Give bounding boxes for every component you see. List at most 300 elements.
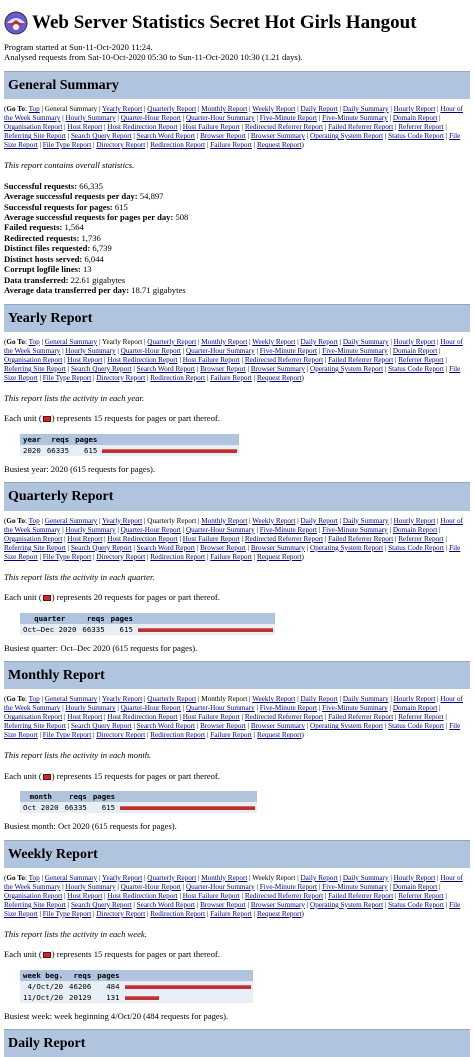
- goto-link-monthly-report[interactable]: Monthly Report: [201, 516, 248, 525]
- goto-link-operating-system-report[interactable]: Operating System Report: [310, 722, 384, 731]
- goto-link-daily-summary[interactable]: Daily Summary: [342, 516, 389, 525]
- column-header-pages: pages: [72, 434, 100, 445]
- goto-current: Weekly Report: [252, 873, 296, 882]
- goto-link-host-redirection-report[interactable]: Host Redirection Report: [107, 891, 178, 900]
- stat-value: 6,739: [90, 243, 112, 254]
- unit-note: Each unit ( ) represents 15 requests for pages or part thereof.: [4, 949, 220, 960]
- goto-link-quarter-hour-report[interactable]: Quarter-Hour Report: [120, 346, 181, 355]
- section-description: This report lists the activity in each year.: [4, 392, 145, 403]
- table-header-row: [20, 613, 275, 624]
- goto-link-host-redirection-report[interactable]: Host Redirection Report: [107, 713, 178, 722]
- goto-link-quarter-hour-report[interactable]: Quarter-Hour Report: [120, 704, 181, 713]
- goto-link-quarter-hour-summary[interactable]: Quarter-Hour Summary: [185, 882, 255, 891]
- goto-link-redirected-referrer-report[interactable]: Redirected Referrer Report: [244, 534, 324, 543]
- goto-link-redirected-referrer-report[interactable]: Redirected Referrer Report: [244, 891, 324, 900]
- goto-link-file-size-report[interactable]: File Size Report: [4, 543, 461, 561]
- goto-link-daily-report[interactable]: Daily Report: [300, 516, 338, 525]
- monthly-table: [20, 791, 257, 813]
- goto-link-five-minute-summary[interactable]: Five-Minute Summary: [322, 346, 388, 355]
- goto-link-general-summary[interactable]: General Summary: [44, 695, 98, 704]
- column-header-bar: [123, 970, 253, 981]
- goto-link-quarterly-report[interactable]: Quarterly Report: [147, 337, 197, 346]
- unit-bar-icon: [43, 774, 51, 780]
- goto-link-search-word-report[interactable]: Search Word Report: [136, 722, 196, 731]
- goto-link-browser-report[interactable]: Browser Report: [200, 364, 246, 373]
- stat-value: 66,335: [77, 180, 103, 191]
- table-cell: 615: [108, 624, 136, 635]
- stat-label: Successful requests:: [4, 180, 78, 191]
- goto-link-host-failure-report[interactable]: Host Failure Report: [182, 123, 240, 132]
- goto-link-five-minute-summary[interactable]: Five-Minute Summary: [322, 704, 388, 713]
- goto-link-directory-report[interactable]: Directory Report: [96, 373, 146, 382]
- goto-link-redirected-referrer-report[interactable]: Redirected Referrer Report: [244, 355, 324, 364]
- section-description: This report lists the activity in each month.: [4, 750, 152, 761]
- goto-link-hourly-report[interactable]: Hourly Report: [393, 695, 436, 704]
- goto-link-monthly-report[interactable]: Monthly Report: [201, 105, 248, 114]
- goto-link-top[interactable]: Top: [28, 873, 40, 882]
- stat-value: 13: [80, 264, 92, 275]
- goto-label: Go To: [6, 105, 25, 114]
- table-cell: 2020: [20, 445, 44, 456]
- goto-link-host-redirection-report[interactable]: Host Redirection Report: [107, 123, 178, 132]
- goto-link-file-type-report[interactable]: File Type Report: [42, 731, 92, 740]
- goto-link-daily-report[interactable]: Daily Report: [300, 695, 338, 704]
- goto-link-referrer-report[interactable]: Referrer Report: [398, 891, 444, 900]
- goto-link-daily-report[interactable]: Daily Report: [300, 337, 338, 346]
- analysed-range-text: Analysed requests from Sat-10-Oct-2020 05:30 to Sun-11-Oct-2020 10:30 (1.21 days).: [4, 52, 303, 63]
- stat-label: Data transferred:: [4, 274, 69, 285]
- goto-link-organisation-report[interactable]: Organisation Report: [4, 534, 63, 543]
- stat-value: 54,897: [137, 191, 164, 202]
- goto-link-status-code-report[interactable]: Status Code Report: [388, 543, 445, 552]
- section-general-summary: General Summary: [4, 71, 470, 99]
- goto-link-host-redirection-report[interactable]: Host Redirection Report: [107, 355, 178, 364]
- goto-link-general-summary[interactable]: General Summary: [44, 873, 98, 882]
- goto-link-redirection-report[interactable]: Redirection Report: [150, 909, 206, 918]
- goto-label: Go To: [6, 695, 25, 704]
- goto-link-status-code-report[interactable]: Status Code Report: [388, 722, 445, 731]
- goto-link-failure-report[interactable]: Failure Report: [210, 373, 252, 382]
- bar-fill: [102, 449, 237, 453]
- goto-link-quarter-hour-summary[interactable]: Quarter-Hour Summary: [185, 114, 255, 123]
- goto-link-hourly-summary[interactable]: Hourly Summary: [65, 525, 116, 534]
- intro: [4, 42, 470, 63]
- bar-fill: [125, 996, 159, 1000]
- goto-link-quarter-hour-report[interactable]: Quarter-Hour Report: [120, 525, 181, 534]
- goto-link-hourly-report[interactable]: Hourly Report: [393, 873, 436, 882]
- goto-link-domain-report[interactable]: Domain Report: [392, 525, 438, 534]
- goto-link-file-type-report[interactable]: File Type Report: [42, 552, 92, 561]
- column-header-bar: [100, 434, 239, 445]
- goto-link-weekly-report[interactable]: Weekly Report: [252, 516, 296, 525]
- stat-value: 508: [173, 211, 189, 222]
- goto-link-host-report[interactable]: Host Report: [67, 123, 103, 132]
- page-header: [4, 4, 470, 42]
- stat-line: [4, 222, 470, 232]
- analog-logo-icon: [4, 11, 28, 35]
- goto-link-yearly-report[interactable]: Yearly Report: [102, 873, 143, 882]
- goto-link-organisation-report[interactable]: Organisation Report: [4, 713, 63, 722]
- goto-link-failed-referrer-report[interactable]: Failed Referrer Report: [328, 891, 394, 900]
- column-header-year: year: [20, 434, 44, 445]
- goto-link-redirection-report[interactable]: Redirection Report: [150, 731, 206, 740]
- goto-link-operating-system-report[interactable]: Operating System Report: [310, 132, 384, 141]
- section-description: This report lists the activity in each week.: [4, 928, 147, 939]
- goto-link-search-word-report[interactable]: Search Word Report: [136, 543, 196, 552]
- goto-link-top[interactable]: Top: [28, 516, 40, 525]
- stat-line: [4, 275, 470, 285]
- goto-link-failed-referrer-report[interactable]: Failed Referrer Report: [328, 355, 394, 364]
- table-cell: 66335: [44, 445, 72, 456]
- column-header-weekbeg: week beg.: [20, 970, 66, 981]
- goto-link-five-minute-summary[interactable]: Five-Minute Summary: [322, 525, 388, 534]
- goto-link-directory-report[interactable]: Directory Report: [96, 731, 146, 740]
- busiest-summary: Busiest week: week beginning 4/Oct/20 (484 requests for pages).: [4, 1010, 229, 1021]
- goto-link-five-minute-report[interactable]: Five-Minute Report: [259, 704, 318, 713]
- goto-link-daily-report[interactable]: Daily Report: [300, 105, 338, 114]
- goto-link-quarterly-report[interactable]: Quarterly Report: [147, 105, 197, 114]
- goto-link-weekly-report[interactable]: Weekly Report: [252, 337, 296, 346]
- goto-link-file-type-report[interactable]: File Type Report: [42, 373, 92, 382]
- busiest-summary: Busiest month: Oct 2020 (615 requests for pages).: [4, 821, 177, 832]
- goto-link-quarter-hour-summary[interactable]: Quarter-Hour Summary: [185, 525, 255, 534]
- goto-current: Monthly Report: [201, 695, 248, 704]
- stat-label: Average successful requests per day:: [4, 191, 138, 202]
- goto-link-referring-site-report[interactable]: Referring Site Report: [4, 132, 66, 141]
- goto-link-daily-summary[interactable]: Daily Summary: [342, 695, 389, 704]
- goto-link-file-type-report[interactable]: File Type Report: [42, 141, 92, 150]
- goto-link-hour-of-the-week-summary[interactable]: Hour of the Week Summary: [4, 516, 463, 534]
- goto-link-referring-site-report[interactable]: Referring Site Report: [4, 364, 66, 373]
- goto-link-search-query-report[interactable]: Search Query Report: [70, 900, 132, 909]
- page-title: Web Server Statistics Secret Hot Girls Hangout: [32, 12, 417, 34]
- goto-link-quarterly-report[interactable]: Quarterly Report: [147, 873, 197, 882]
- stat-label: Successful requests for pages:: [4, 201, 113, 212]
- stat-value: 18.71 gigabytes: [129, 285, 186, 296]
- goto-link-browser-report[interactable]: Browser Report: [200, 722, 246, 731]
- bar-fill: [138, 628, 273, 632]
- goto-link-browser-summary[interactable]: Browser Summary: [250, 364, 305, 373]
- column-header-reqs: reqs: [44, 434, 72, 445]
- goto-link-search-query-report[interactable]: Search Query Report: [70, 364, 132, 373]
- goto-link-browser-summary[interactable]: Browser Summary: [250, 132, 305, 141]
- goto-link-quarter-hour-report[interactable]: Quarter-Hour Report: [120, 882, 181, 891]
- goto-link-daily-summary[interactable]: Daily Summary: [342, 873, 389, 882]
- goto-link-referring-site-report[interactable]: Referring Site Report: [4, 722, 66, 731]
- goto-link-hourly-summary[interactable]: Hourly Summary: [65, 704, 116, 713]
- bar-cell: [118, 802, 257, 813]
- goto-label: Go To: [6, 337, 25, 346]
- goto-link-hourly-summary[interactable]: Hourly Summary: [65, 882, 116, 891]
- stat-value: 1,564: [62, 222, 84, 233]
- table-header-row: [20, 434, 239, 445]
- goto-link-top[interactable]: Top: [28, 105, 40, 114]
- bar-cell: [123, 981, 253, 992]
- goto-link-host-report[interactable]: Host Report: [67, 355, 103, 364]
- goto-link-daily-summary[interactable]: Daily Summary: [342, 337, 389, 346]
- goto-link-failure-report[interactable]: Failure Report: [210, 552, 252, 561]
- section-yearly-report: Yearly Report: [4, 304, 470, 332]
- goto-link-redirection-report[interactable]: Redirection Report: [150, 552, 206, 561]
- table-cell: 11/Oct/20: [20, 992, 66, 1003]
- yearly-table: [20, 434, 239, 456]
- goto-link-five-minute-report[interactable]: Five-Minute Report: [259, 346, 318, 355]
- goto-link-referrer-report[interactable]: Referrer Report: [398, 713, 444, 722]
- goto-link-search-query-report[interactable]: Search Query Report: [70, 132, 132, 141]
- goto-link-operating-system-report[interactable]: Operating System Report: [310, 364, 384, 373]
- goto-link-referring-site-report[interactable]: Referring Site Report: [4, 900, 66, 909]
- goto-link-search-query-report[interactable]: Search Query Report: [70, 543, 132, 552]
- busiest-summary: Busiest year: 2020 (615 requests for pages).: [4, 463, 156, 474]
- goto-link-file-size-report[interactable]: File Size Report: [4, 364, 461, 382]
- goto-link-weekly-report[interactable]: Weekly Report: [252, 105, 296, 114]
- stat-value: 22.61 gigabytes: [68, 274, 126, 285]
- column-header-bar: [118, 791, 257, 802]
- goto-link-request-report[interactable]: Request Report: [256, 731, 302, 740]
- goto-link-host-report[interactable]: Host Report: [67, 891, 103, 900]
- bar-cell: [100, 445, 239, 456]
- goto-link-host-failure-report[interactable]: Host Failure Report: [182, 891, 240, 900]
- goto-link-hour-of-the-week-summary[interactable]: Hour of the Week Summary: [4, 695, 463, 713]
- goto-link-failed-referrer-report[interactable]: Failed Referrer Report: [328, 713, 394, 722]
- section-description: This report lists the activity in each quarter.: [4, 571, 155, 582]
- goto-link-weekly-report[interactable]: Weekly Report: [252, 695, 296, 704]
- goto-link-general-summary[interactable]: General Summary: [44, 516, 98, 525]
- unit-note: Each unit ( ) represents 15 requests for pages or part thereof.: [4, 413, 220, 424]
- goto-link-daily-summary[interactable]: Daily Summary: [342, 105, 389, 114]
- goto-link-failure-report[interactable]: Failure Report: [210, 909, 252, 918]
- stat-line: [4, 285, 470, 295]
- goto-link-top[interactable]: Top: [28, 337, 40, 346]
- goto-link-request-report[interactable]: Request Report: [256, 141, 302, 150]
- stat-line: [4, 181, 470, 191]
- stat-line: [4, 202, 470, 212]
- goto-link-status-code-report[interactable]: Status Code Report: [388, 364, 445, 373]
- goto-link-failure-report[interactable]: Failure Report: [210, 141, 252, 150]
- goto-link-domain-report[interactable]: Domain Report: [392, 882, 438, 891]
- goto-link-host-redirection-report[interactable]: Host Redirection Report: [107, 534, 178, 543]
- section-quarterly-report: Quarterly Report: [4, 482, 470, 510]
- goto-link-hour-of-the-week-summary[interactable]: Hour of the Week Summary: [4, 105, 463, 123]
- table-cell: Oct 2020: [20, 802, 62, 813]
- goto-link-failure-report[interactable]: Failure Report: [210, 731, 252, 740]
- stat-line: [4, 233, 470, 243]
- table-cell: 20129: [66, 992, 94, 1003]
- stat-label: Corrupt logfile lines:: [4, 264, 81, 275]
- goto-link-five-minute-summary[interactable]: Five-Minute Summary: [322, 882, 388, 891]
- goto-link-redirected-referrer-report[interactable]: Redirected Referrer Report: [244, 713, 324, 722]
- goto-link-domain-report[interactable]: Domain Report: [392, 346, 438, 355]
- table-row: [20, 445, 239, 456]
- goto-link-request-report[interactable]: Request Report: [256, 552, 302, 561]
- section-monthly-report: Monthly Report: [4, 661, 470, 689]
- unit-bar-icon: [43, 595, 51, 601]
- table-cell: Oct–Dec 2020: [20, 624, 79, 635]
- goto-link-organisation-report[interactable]: Organisation Report: [4, 891, 63, 900]
- unit-bar-icon: [43, 952, 51, 958]
- table-cell: 484: [94, 981, 122, 992]
- goto-label: Go To: [6, 516, 25, 525]
- goto-link-browser-summary[interactable]: Browser Summary: [250, 543, 305, 552]
- goto-link-referrer-report[interactable]: Referrer Report: [398, 123, 444, 132]
- goto-link-search-word-report[interactable]: Search Word Report: [136, 900, 196, 909]
- goto-link-failed-referrer-report[interactable]: Failed Referrer Report: [328, 534, 394, 543]
- bar-cell: [123, 992, 253, 1003]
- goto-link-directory-report[interactable]: Directory Report: [96, 552, 146, 561]
- goto-nav: (Go To: Top | General Summary | Yearly Report | Quarterly Report | Monthly Report | Weekly Report | Daily Report | Daily Summary | Hourly Report | Hour of the Week Summary | Hourly Summary | Quarter-Hour Report | Quarter-Hour Summary | Five-Minute Report | Five-Minute Summary | Domain Report | Organisation Report | Host Report | Host Redirection Report | Host Failure Report | Redirected Referrer Report | Failed Referrer Report | Referrer Report | Referring Site Report | Search Query Report | Search Word Report | Browser Report | Browser Summary | Operating System Report | Status Code Report | File Size Report | File Type Report | Directory Report | Redirection Report | Failure Report | Request Report): [4, 105, 463, 150]
- bar-cell: [136, 624, 275, 635]
- goto-link-five-minute-report[interactable]: Five-Minute Report: [259, 882, 318, 891]
- column-header-month: month: [20, 791, 62, 802]
- table-cell: 615: [90, 802, 118, 813]
- goto-link-five-minute-report[interactable]: Five-Minute Report: [259, 525, 318, 534]
- goto-link-yearly-report[interactable]: Yearly Report: [102, 695, 143, 704]
- column-header-reqs: reqs: [79, 613, 107, 624]
- goto-link-redirection-report[interactable]: Redirection Report: [150, 141, 206, 150]
- goto-link-monthly-report[interactable]: Monthly Report: [201, 337, 248, 346]
- goto-link-failed-referrer-report[interactable]: Failed Referrer Report: [328, 123, 394, 132]
- table-cell: 4/Oct/20: [20, 981, 66, 992]
- goto-nav: (Go To: Top | General Summary | Yearly Report | Quarterly Report | Monthly Report | Weekly Report | Daily Report | Daily Summary | Hourly Report | Hour of the Week Summary | Hourly Summary | Quarter-Hour Report | Quarter-Hour Summary | Five-Minute Report | Five-Minute Summary | Domain Report | Organisation Report | Host Report | Host Redirection Report | Host Failure Report | Redirected Referrer Report | Failed Referrer Report | Referrer Report | Referring Site Report | Search Query Report | Search Word Report | Browser Report | Browser Summary | Operating System Report | Status Code Report | File Size Report | File Type Report | Directory Report | Redirection Report | Failure Report | Request Report): [4, 873, 463, 918]
- column-header-quarter: quarter: [20, 613, 79, 624]
- goto-link-search-word-report[interactable]: Search Word Report: [136, 364, 196, 373]
- bar-fill: [125, 985, 251, 989]
- quarterly-table: [20, 613, 275, 635]
- goto-link-host-failure-report[interactable]: Host Failure Report: [182, 534, 240, 543]
- goto-link-quarterly-report[interactable]: Quarterly Report: [147, 695, 197, 704]
- goto-link-hour-of-the-week-summary[interactable]: Hour of the Week Summary: [4, 873, 463, 891]
- goto-link-file-size-report[interactable]: File Size Report: [4, 132, 461, 150]
- goto-link-host-report[interactable]: Host Report: [67, 534, 103, 543]
- goto-link-host-report[interactable]: Host Report: [67, 713, 103, 722]
- goto-link-organisation-report[interactable]: Organisation Report: [4, 355, 63, 364]
- goto-link-daily-report[interactable]: Daily Report: [300, 873, 338, 882]
- goto-link-redirection-report[interactable]: Redirection Report: [150, 373, 206, 382]
- goto-link-directory-report[interactable]: Directory Report: [96, 909, 146, 918]
- column-header-bar: [136, 613, 275, 624]
- goto-link-request-report[interactable]: Request Report: [256, 909, 302, 918]
- goto-link-redirected-referrer-report[interactable]: Redirected Referrer Report: [244, 123, 324, 132]
- general-stats: [4, 181, 470, 296]
- goto-link-status-code-report[interactable]: Status Code Report: [388, 132, 445, 141]
- unit-note: Each unit ( ) represents 15 requests for pages or part thereof.: [4, 770, 220, 781]
- stat-line: [4, 243, 470, 253]
- goto-link-file-size-report[interactable]: File Size Report: [4, 900, 461, 918]
- goto-link-operating-system-report[interactable]: Operating System Report: [310, 900, 384, 909]
- table-row: [20, 981, 253, 992]
- stat-value: 6,044: [82, 253, 104, 264]
- goto-link-hourly-report[interactable]: Hourly Report: [393, 105, 436, 114]
- goto-link-browser-summary[interactable]: Browser Summary: [250, 722, 305, 731]
- goto-link-file-size-report[interactable]: File Size Report: [4, 722, 461, 740]
- column-header-reqs: reqs: [66, 970, 94, 981]
- table-row: [20, 624, 275, 635]
- column-header-pages: pages: [90, 791, 118, 802]
- goto-link-referring-site-report[interactable]: Referring Site Report: [4, 543, 66, 552]
- program-started-text: Program started at Sun-11-Oct-2020 11:24.: [4, 42, 153, 52]
- goto-nav: (Go To: Top | General Summary | Yearly Report | Quarterly Report | Monthly Report | Weekly Report | Daily Report | Daily Summary | Hourly Report | Hour of the Week Summary | Hourly Summary | Quarter-Hour Report | Quarter-Hour Summary | Five-Minute Report | Five-Minute Summary | Domain Report | Organisation Report | Host Report | Host Redirection Report | Host Failure Report | Redirected Referrer Report | Failed Referrer Report | Referrer Report | Referring Site Report | Search Query Report | Search Word Report | Browser Report | Browser Summary | Operating System Report | Status Code Report | File Size Report | File Type Report | Directory Report | Redirection Report | Failure Report | Request Report): [4, 695, 463, 740]
- goto-link-host-failure-report[interactable]: Host Failure Report: [182, 355, 240, 364]
- goto-link-yearly-report[interactable]: Yearly Report: [102, 516, 143, 525]
- stat-label: Redirected requests:: [4, 232, 80, 243]
- goto-link-five-minute-report[interactable]: Five-Minute Report: [259, 114, 318, 123]
- busiest-summary: Busiest quarter: Oct–Dec 2020 (615 requests for pages).: [4, 642, 198, 653]
- stat-label: Average data transferred per day:: [4, 285, 130, 296]
- goto-link-domain-report[interactable]: Domain Report: [392, 704, 438, 713]
- goto-link-request-report[interactable]: Request Report: [256, 373, 302, 382]
- stat-line: [4, 254, 470, 264]
- goto-link-hourly-report[interactable]: Hourly Report: [393, 516, 436, 525]
- goto-nav: (Go To: Top | General Summary | Yearly Report | Quarterly Report | Monthly Report | Weekly Report | Daily Report | Daily Summary | Hourly Report | Hour of the Week Summary | Hourly Summary | Quarter-Hour Report | Quarter-Hour Summary | Five-Minute Report | Five-Minute Summary | Domain Report | Organisation Report | Host Report | Host Redirection Report | Host Failure Report | Redirected Referrer Report | Failed Referrer Report | Referrer Report | Referring Site Report | Search Query Report | Search Word Report | Browser Report | Browser Summary | Operating System Report | Status Code Report | File Size Report | File Type Report | Directory Report | Redirection Report | Failure Report | Request Report): [4, 337, 463, 382]
- goto-link-general-summary[interactable]: General Summary: [44, 337, 98, 346]
- goto-link-hourly-report[interactable]: Hourly Report: [393, 337, 436, 346]
- goto-link-top[interactable]: Top: [28, 695, 40, 704]
- goto-label: Go To: [6, 873, 25, 882]
- goto-current: Quarterly Report: [147, 516, 197, 525]
- column-header-pages: pages: [108, 613, 136, 624]
- stat-line: [4, 191, 470, 201]
- goto-link-operating-system-report[interactable]: Operating System Report: [310, 543, 384, 552]
- goto-link-browser-report[interactable]: Browser Report: [200, 900, 246, 909]
- stat-label: Distinct files requested:: [4, 243, 91, 254]
- goto-link-file-type-report[interactable]: File Type Report: [42, 909, 92, 918]
- bar-fill: [120, 806, 255, 810]
- goto-link-directory-report[interactable]: Directory Report: [96, 141, 146, 150]
- goto-link-hourly-summary[interactable]: Hourly Summary: [65, 346, 116, 355]
- unit-bar-icon: [43, 416, 51, 422]
- stat-line: [4, 264, 470, 274]
- section-weekly-report: Weekly Report: [4, 840, 470, 868]
- stat-value: 615: [112, 201, 128, 212]
- table-cell: 66335: [79, 624, 107, 635]
- table-row: [20, 992, 253, 1003]
- table-row: [20, 802, 257, 813]
- table-header-row: [20, 970, 253, 981]
- goto-link-search-word-report[interactable]: Search Word Report: [136, 132, 196, 141]
- goto-link-quarter-hour-report[interactable]: Quarter-Hour Report: [120, 114, 181, 123]
- weekly-table: [20, 970, 253, 1003]
- unit-note: Each unit ( ) represents 20 requests for pages or part thereof.: [4, 592, 220, 603]
- goto-link-yearly-report[interactable]: Yearly Report: [102, 105, 143, 114]
- goto-link-domain-report[interactable]: Domain Report: [392, 114, 438, 123]
- stat-label: Failed requests:: [4, 222, 63, 233]
- goto-link-referrer-report[interactable]: Referrer Report: [398, 355, 444, 364]
- goto-current: Yearly Report: [102, 337, 143, 346]
- goto-link-status-code-report[interactable]: Status Code Report: [388, 900, 445, 909]
- goto-link-quarter-hour-summary[interactable]: Quarter-Hour Summary: [185, 704, 255, 713]
- stat-label: Distinct hosts served:: [4, 253, 83, 264]
- goto-link-referrer-report[interactable]: Referrer Report: [398, 534, 444, 543]
- goto-link-hourly-summary[interactable]: Hourly Summary: [65, 114, 116, 123]
- goto-link-host-failure-report[interactable]: Host Failure Report: [182, 713, 240, 722]
- goto-link-browser-report[interactable]: Browser Report: [200, 132, 246, 141]
- goto-link-quarter-hour-summary[interactable]: Quarter-Hour Summary: [185, 346, 255, 355]
- table-cell: 46206: [66, 981, 94, 992]
- table-cell: 66335: [62, 802, 90, 813]
- goto-link-search-query-report[interactable]: Search Query Report: [70, 722, 132, 731]
- goto-link-browser-report[interactable]: Browser Report: [200, 543, 246, 552]
- section-description: This report contains overall statistics.: [4, 160, 135, 171]
- goto-link-browser-summary[interactable]: Browser Summary: [250, 900, 305, 909]
- goto-link-five-minute-summary[interactable]: Five-Minute Summary: [322, 114, 388, 123]
- goto-link-hour-of-the-week-summary[interactable]: Hour of the Week Summary: [4, 337, 463, 355]
- stat-value: 1,736: [79, 232, 101, 243]
- section-daily-report: Daily Report: [4, 1029, 470, 1057]
- table-header-row: [20, 791, 257, 802]
- goto-nav: (Go To: Top | General Summary | Yearly Report | Quarterly Report | Monthly Report | Weekly Report | Daily Report | Daily Summary | Hourly Report | Hour of the Week Summary | Hourly Summary | Quarter-Hour Report | Quarter-Hour Summary | Five-Minute Report | Five-Minute Summary | Domain Report | Organisation Report | Host Report | Host Redirection Report | Host Failure Report | Redirected Referrer Report | Failed Referrer Report | Referrer Report | Referring Site Report | Search Query Report | Search Word Report | Browser Report | Browser Summary | Operating System Report | Status Code Report | File Size Report | File Type Report | Directory Report | Redirection Report | Failure Report | Request Report): [4, 516, 463, 561]
- goto-link-monthly-report[interactable]: Monthly Report: [201, 873, 248, 882]
- goto-link-organisation-report[interactable]: Organisation Report: [4, 123, 63, 132]
